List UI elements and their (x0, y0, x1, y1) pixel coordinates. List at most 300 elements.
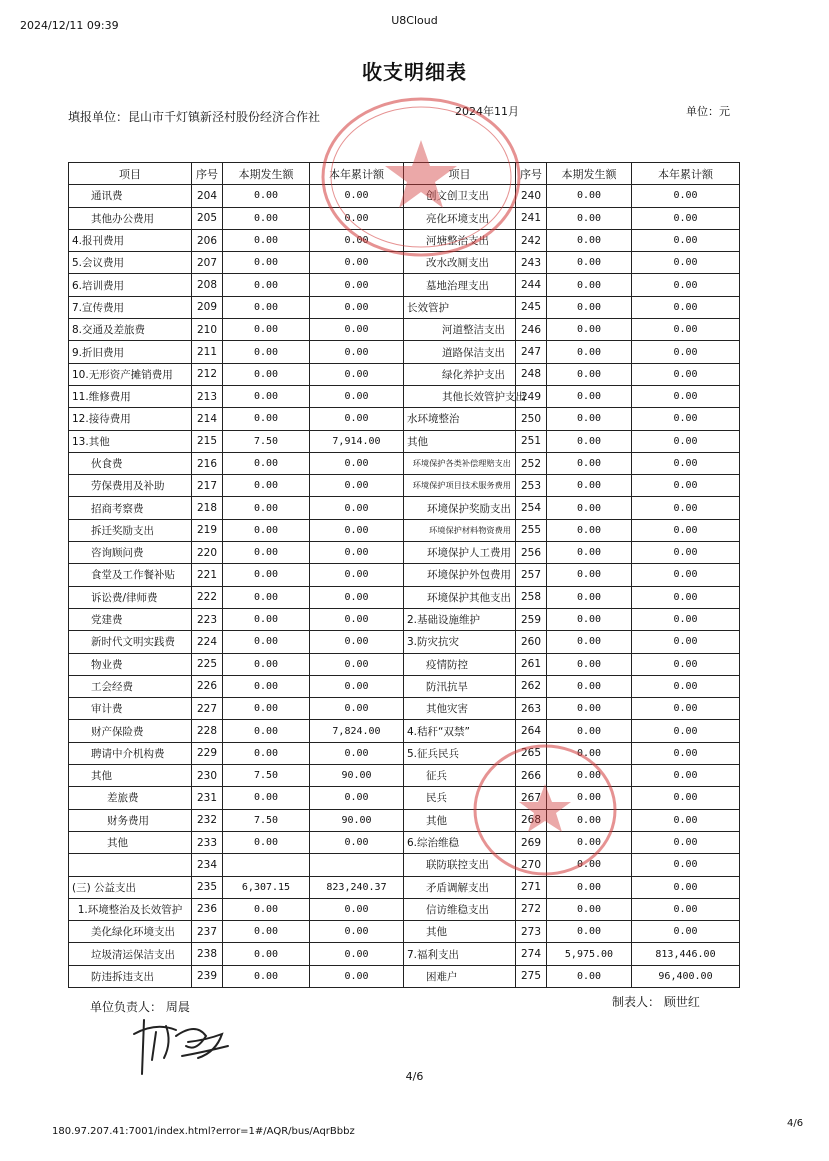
right-seq-cell: 267 (516, 787, 547, 809)
left-seq-cell: 208 (192, 274, 223, 296)
table-row (69, 229, 740, 251)
right-period-amount-cell: 0.00 (547, 341, 632, 363)
right-ytd-amount-cell: 0.00 (632, 921, 740, 943)
left-seq-cell: 206 (192, 229, 223, 251)
right-seq-cell: 272 (516, 898, 547, 920)
right-seq-cell: 255 (516, 519, 547, 541)
left-period-amount-cell: 6,307.15 (223, 876, 310, 898)
col-header-ytd-right: 本年累计额 (632, 163, 740, 185)
left-item-cell: 美化绿化环境支出 (69, 921, 192, 943)
left-ytd-amount-cell: 90.00 (310, 765, 404, 787)
right-ytd-amount-cell: 0.00 (632, 876, 740, 898)
right-ytd-amount-cell: 0.00 (632, 452, 740, 474)
left-seq-cell: 230 (192, 765, 223, 787)
right-ytd-amount-cell: 0.00 (632, 475, 740, 497)
left-ytd-amount-cell: 0.00 (310, 831, 404, 853)
right-item-cell: 5.征兵民兵 (404, 742, 516, 764)
right-item-cell: 矛盾调解支出 (404, 876, 516, 898)
left-item-cell: 工会经费 (69, 675, 192, 697)
left-period-amount-cell: 0.00 (223, 185, 310, 207)
left-seq-cell: 207 (192, 252, 223, 274)
table-row (69, 608, 740, 630)
left-period-amount-cell: 0.00 (223, 564, 310, 586)
left-ytd-amount-cell: 0.00 (310, 742, 404, 764)
right-item-cell: 道路保洁支出 (404, 341, 516, 363)
left-ytd-amount-cell: 0.00 (310, 497, 404, 519)
right-seq-cell: 258 (516, 586, 547, 608)
left-seq-cell: 215 (192, 430, 223, 452)
left-period-amount-cell: 0.00 (223, 497, 310, 519)
table-row (69, 542, 740, 564)
col-header-item-left: 项目 (69, 163, 192, 185)
right-period-amount-cell: 0.00 (547, 809, 632, 831)
table-row (69, 564, 740, 586)
table-row (69, 185, 740, 207)
right-item-cell: 改水改厕支出 (404, 252, 516, 274)
left-item-cell: 1.环境整治及长效管护 (69, 898, 192, 920)
col-header-period-left: 本期发生额 (223, 163, 310, 185)
right-ytd-amount-cell: 0.00 (632, 675, 740, 697)
left-item-cell: 物业费 (69, 653, 192, 675)
left-seq-cell: 225 (192, 653, 223, 675)
right-seq-cell: 242 (516, 229, 547, 251)
left-ytd-amount-cell: 0.00 (310, 943, 404, 965)
right-ytd-amount-cell: 0.00 (632, 519, 740, 541)
right-item-cell: 疫情防控 (404, 653, 516, 675)
col-header-ytd-left: 本年累计额 (310, 163, 404, 185)
left-item-cell: 11.维修费用 (69, 385, 192, 407)
right-ytd-amount-cell: 0.00 (632, 742, 740, 764)
left-item-cell: 8.交通及差旅费 (69, 319, 192, 341)
right-ytd-amount-cell: 0.00 (632, 408, 740, 430)
right-period-amount-cell: 0.00 (547, 519, 632, 541)
table-row (69, 742, 740, 764)
right-ytd-amount-cell: 0.00 (632, 319, 740, 341)
right-period-amount-cell: 0.00 (547, 497, 632, 519)
table-row (69, 363, 740, 385)
left-period-amount-cell: 0.00 (223, 698, 310, 720)
table-row (69, 698, 740, 720)
left-item-cell: 9.折旧费用 (69, 341, 192, 363)
left-ytd-amount-cell: 0.00 (310, 385, 404, 407)
left-period-amount-cell: 0.00 (223, 519, 310, 541)
income-expense-table (68, 162, 740, 988)
right-item-cell: 其他长效管护支出 (404, 385, 516, 407)
right-period-amount-cell: 0.00 (547, 965, 632, 987)
right-ytd-amount-cell: 0.00 (632, 497, 740, 519)
table-row (69, 296, 740, 318)
left-period-amount-cell: 0.00 (223, 921, 310, 943)
left-item-cell (69, 854, 192, 876)
left-ytd-amount-cell: 0.00 (310, 452, 404, 474)
table-row (69, 720, 740, 742)
left-period-amount-cell: 0.00 (223, 742, 310, 764)
page-title: 收支明细表 (362, 60, 467, 84)
right-item-cell: 绿化养护支出 (404, 363, 516, 385)
left-item-cell: 通讯费 (69, 185, 192, 207)
left-ytd-amount-cell: 0.00 (310, 319, 404, 341)
left-seq-cell: 209 (192, 296, 223, 318)
right-item-cell: 环境保护项目技术服务费用 (404, 475, 516, 497)
right-item-cell: 6.综治维稳 (404, 831, 516, 853)
right-period-amount-cell: 0.00 (547, 475, 632, 497)
left-seq-cell: 222 (192, 586, 223, 608)
right-period-amount-cell: 0.00 (547, 274, 632, 296)
right-seq-cell: 253 (516, 475, 547, 497)
right-ytd-amount-cell: 0.00 (632, 363, 740, 385)
left-ytd-amount-cell: 0.00 (310, 675, 404, 697)
right-period-amount-cell: 0.00 (547, 296, 632, 318)
table-header-row (69, 163, 740, 185)
print-page-counter: 4/6 (787, 1118, 804, 1129)
left-item-cell: 12.接待费用 (69, 408, 192, 430)
left-period-amount-cell: 0.00 (223, 675, 310, 697)
table-row (69, 765, 740, 787)
right-ytd-amount-cell: 0.00 (632, 698, 740, 720)
right-ytd-amount-cell: 813,446.00 (632, 943, 740, 965)
left-period-amount-cell: 0.00 (223, 787, 310, 809)
right-period-amount-cell: 0.00 (547, 898, 632, 920)
left-ytd-amount-cell: 0.00 (310, 564, 404, 586)
right-ytd-amount-cell: 0.00 (632, 229, 740, 251)
right-seq-cell: 249 (516, 385, 547, 407)
left-item-cell: 拆迁奖励支出 (69, 519, 192, 541)
left-item-cell: 其他办公费用 (69, 207, 192, 229)
right-item-cell: 环境保护材料物资费用 (404, 519, 516, 541)
table-row (69, 809, 740, 831)
left-period-amount-cell: 7.50 (223, 765, 310, 787)
left-seq-cell: 227 (192, 698, 223, 720)
table-row (69, 207, 740, 229)
table-row (69, 430, 740, 452)
right-seq-cell: 247 (516, 341, 547, 363)
app-title: U8Cloud (391, 14, 438, 27)
table-row (69, 274, 740, 296)
left-seq-cell: 221 (192, 564, 223, 586)
left-item-cell: 党建费 (69, 608, 192, 630)
left-ytd-amount-cell: 0.00 (310, 921, 404, 943)
left-period-amount-cell: 0.00 (223, 542, 310, 564)
right-period-amount-cell: 0.00 (547, 408, 632, 430)
right-seq-cell: 274 (516, 943, 547, 965)
right-seq-cell: 265 (516, 742, 547, 764)
right-item-cell: 信访维稳支出 (404, 898, 516, 920)
left-period-amount-cell: 0.00 (223, 653, 310, 675)
left-item-cell: 垃圾清运保洁支出 (69, 943, 192, 965)
right-item-cell: 其他 (404, 430, 516, 452)
left-ytd-amount-cell: 0.00 (310, 698, 404, 720)
right-ytd-amount-cell: 0.00 (632, 854, 740, 876)
col-header-period-right: 本期发生额 (547, 163, 632, 185)
left-ytd-amount-cell: 0.00 (310, 408, 404, 430)
table-row (69, 519, 740, 541)
left-item-cell: 6.培训费用 (69, 274, 192, 296)
right-ytd-amount-cell: 0.00 (632, 586, 740, 608)
left-ytd-amount-cell: 90.00 (310, 809, 404, 831)
table-row (69, 408, 740, 430)
right-ytd-amount-cell: 0.00 (632, 608, 740, 630)
left-ytd-amount-cell: 7,824.00 (310, 720, 404, 742)
right-item-cell: 防汛抗旱 (404, 675, 516, 697)
left-period-amount-cell: 0.00 (223, 898, 310, 920)
table-preparer: 制表人： 顾世红 (612, 995, 700, 1009)
left-ytd-amount-cell: 7,914.00 (310, 430, 404, 452)
col-header-item-right: 项目 (404, 163, 516, 185)
right-period-amount-cell: 0.00 (547, 787, 632, 809)
table-row (69, 475, 740, 497)
table-row (69, 787, 740, 809)
right-item-cell: 4.秸秆“双禁” (404, 720, 516, 742)
right-period-amount-cell: 0.00 (547, 698, 632, 720)
right-item-cell: 3.防灾抗灾 (404, 631, 516, 653)
left-seq-cell: 223 (192, 608, 223, 630)
right-period-amount-cell: 0.00 (547, 631, 632, 653)
left-ytd-amount-cell: 823,240.37 (310, 876, 404, 898)
right-seq-cell: 271 (516, 876, 547, 898)
table-row (69, 943, 740, 965)
left-item-cell: 其他 (69, 831, 192, 853)
left-ytd-amount-cell: 0.00 (310, 586, 404, 608)
left-seq-cell: 234 (192, 854, 223, 876)
right-ytd-amount-cell: 0.00 (632, 831, 740, 853)
left-period-amount-cell (223, 854, 310, 876)
right-seq-cell: 252 (516, 452, 547, 474)
table-row (69, 452, 740, 474)
right-seq-cell: 240 (516, 185, 547, 207)
left-item-cell: 聘请中介机构费 (69, 742, 192, 764)
left-item-cell: 食堂及工作餐补贴 (69, 564, 192, 586)
right-seq-cell: 241 (516, 207, 547, 229)
right-seq-cell: 266 (516, 765, 547, 787)
right-seq-cell: 256 (516, 542, 547, 564)
left-seq-cell: 231 (192, 787, 223, 809)
right-period-amount-cell: 0.00 (547, 831, 632, 853)
right-seq-cell: 264 (516, 720, 547, 742)
right-item-cell: 环境保护奖励支出 (404, 497, 516, 519)
report-period: 2024年11月 (455, 105, 519, 118)
right-seq-cell: 270 (516, 854, 547, 876)
left-ytd-amount-cell: 0.00 (310, 608, 404, 630)
right-item-cell: 困难户 (404, 965, 516, 987)
table-row (69, 921, 740, 943)
right-seq-cell: 262 (516, 675, 547, 697)
right-period-amount-cell: 0.00 (547, 586, 632, 608)
right-seq-cell: 259 (516, 608, 547, 630)
left-seq-cell: 229 (192, 742, 223, 764)
right-period-amount-cell: 0.00 (547, 564, 632, 586)
left-ytd-amount-cell: 0.00 (310, 787, 404, 809)
left-period-amount-cell: 0.00 (223, 586, 310, 608)
right-seq-cell: 268 (516, 809, 547, 831)
right-period-amount-cell: 0.00 (547, 207, 632, 229)
left-ytd-amount-cell: 0.00 (310, 631, 404, 653)
right-period-amount-cell: 0.00 (547, 653, 632, 675)
left-ytd-amount-cell: 0.00 (310, 274, 404, 296)
right-seq-cell: 260 (516, 631, 547, 653)
right-item-cell: 7.福利支出 (404, 943, 516, 965)
left-period-amount-cell: 0.00 (223, 452, 310, 474)
left-ytd-amount-cell: 0.00 (310, 898, 404, 920)
left-item-cell: 伙食费 (69, 452, 192, 474)
unit-leader: 单位负责人： 周晨 (90, 1000, 190, 1014)
left-item-cell: 咨询顾问费 (69, 542, 192, 564)
left-seq-cell: 214 (192, 408, 223, 430)
left-item-cell: 新时代文明实践费 (69, 631, 192, 653)
left-ytd-amount-cell (310, 854, 404, 876)
left-period-amount-cell: 0.00 (223, 207, 310, 229)
right-period-amount-cell: 0.00 (547, 452, 632, 474)
print-datetime: 2024/12/11 09:39 (20, 19, 119, 32)
left-ytd-amount-cell: 0.00 (310, 341, 404, 363)
left-period-amount-cell: 0.00 (223, 363, 310, 385)
filling-unit: 填报单位：昆山市千灯镇新泾村股份经济合作社 (68, 110, 321, 124)
right-ytd-amount-cell: 0.00 (632, 542, 740, 564)
left-period-amount-cell: 7.50 (223, 809, 310, 831)
right-seq-cell: 244 (516, 274, 547, 296)
right-item-cell: 长效管护 (404, 296, 516, 318)
table-row (69, 341, 740, 363)
table-row (69, 586, 740, 608)
right-period-amount-cell: 0.00 (547, 608, 632, 630)
table-row (69, 876, 740, 898)
right-item-cell: 征兵 (404, 765, 516, 787)
left-period-amount-cell: 0.00 (223, 385, 310, 407)
print-url: 180.97.207.41:7001/index.html?error=1#/AQR/bus/AqrBbbz (52, 1126, 355, 1137)
left-period-amount-cell: 0.00 (223, 720, 310, 742)
left-seq-cell: 232 (192, 809, 223, 831)
right-seq-cell: 243 (516, 252, 547, 274)
right-ytd-amount-cell: 0.00 (632, 898, 740, 920)
right-ytd-amount-cell: 0.00 (632, 787, 740, 809)
right-period-amount-cell: 0.00 (547, 765, 632, 787)
table-row (69, 385, 740, 407)
left-ytd-amount-cell: 0.00 (310, 207, 404, 229)
left-seq-cell: 233 (192, 831, 223, 853)
table-row (69, 653, 740, 675)
right-item-cell: 民兵 (404, 787, 516, 809)
right-seq-cell: 269 (516, 831, 547, 853)
right-item-cell: 河道整洁支出 (404, 319, 516, 341)
left-seq-cell: 220 (192, 542, 223, 564)
right-item-cell: 环境保护其他支出 (404, 586, 516, 608)
right-seq-cell: 257 (516, 564, 547, 586)
page-number: 4/6 (405, 1070, 424, 1083)
right-item-cell: 环境保护外包费用 (404, 564, 516, 586)
left-seq-cell: 213 (192, 385, 223, 407)
right-seq-cell: 273 (516, 921, 547, 943)
left-period-amount-cell: 0.00 (223, 475, 310, 497)
left-period-amount-cell: 0.00 (223, 831, 310, 853)
left-ytd-amount-cell: 0.00 (310, 542, 404, 564)
left-seq-cell: 212 (192, 363, 223, 385)
right-period-amount-cell: 0.00 (547, 675, 632, 697)
right-ytd-amount-cell: 96,400.00 (632, 965, 740, 987)
right-ytd-amount-cell: 0.00 (632, 341, 740, 363)
right-item-cell: 环境保护人工费用 (404, 542, 516, 564)
left-item-cell: 4.报刊费用 (69, 229, 192, 251)
right-period-amount-cell: 0.00 (547, 720, 632, 742)
left-seq-cell: 228 (192, 720, 223, 742)
right-period-amount-cell: 5,975.00 (547, 943, 632, 965)
right-period-amount-cell: 0.00 (547, 229, 632, 251)
right-period-amount-cell: 0.00 (547, 363, 632, 385)
right-ytd-amount-cell: 0.00 (632, 252, 740, 274)
left-item-cell: 防违拆违支出 (69, 965, 192, 987)
left-seq-cell: 236 (192, 898, 223, 920)
right-seq-cell: 254 (516, 497, 547, 519)
right-ytd-amount-cell: 0.00 (632, 430, 740, 452)
right-period-amount-cell: 0.00 (547, 430, 632, 452)
left-ytd-amount-cell: 0.00 (310, 519, 404, 541)
right-item-cell: 联防联控支出 (404, 854, 516, 876)
right-period-amount-cell: 0.00 (547, 542, 632, 564)
left-period-amount-cell: 0.00 (223, 965, 310, 987)
left-period-amount-cell: 0.00 (223, 319, 310, 341)
left-seq-cell: 235 (192, 876, 223, 898)
right-ytd-amount-cell: 0.00 (632, 274, 740, 296)
right-ytd-amount-cell: 0.00 (632, 720, 740, 742)
left-item-cell: 7.宣传费用 (69, 296, 192, 318)
left-seq-cell: 224 (192, 631, 223, 653)
left-item-cell: 财产保险费 (69, 720, 192, 742)
left-period-amount-cell: 0.00 (223, 229, 310, 251)
currency-unit: 单位：元 (686, 105, 730, 118)
right-ytd-amount-cell: 0.00 (632, 296, 740, 318)
right-period-amount-cell: 0.00 (547, 921, 632, 943)
left-item-cell: 5.会议费用 (69, 252, 192, 274)
left-seq-cell: 211 (192, 341, 223, 363)
left-seq-cell: 238 (192, 943, 223, 965)
left-period-amount-cell: 0.00 (223, 274, 310, 296)
left-seq-cell: 218 (192, 497, 223, 519)
right-period-amount-cell: 0.00 (547, 319, 632, 341)
right-ytd-amount-cell: 0.00 (632, 185, 740, 207)
right-period-amount-cell: 0.00 (547, 385, 632, 407)
right-seq-cell: 251 (516, 430, 547, 452)
left-item-cell: 财务费用 (69, 809, 192, 831)
left-ytd-amount-cell: 0.00 (310, 965, 404, 987)
right-item-cell: 水环境整治 (404, 408, 516, 430)
left-item-cell: 诉讼费/律师费 (69, 586, 192, 608)
left-seq-cell: 216 (192, 452, 223, 474)
right-item-cell: 河塘整治支出 (404, 229, 516, 251)
col-header-seq-left: 序号 (192, 163, 223, 185)
right-period-amount-cell: 0.00 (547, 185, 632, 207)
left-period-amount-cell: 0.00 (223, 341, 310, 363)
left-period-amount-cell: 0.00 (223, 608, 310, 630)
left-seq-cell: 237 (192, 921, 223, 943)
right-item-cell: 墓地治理支出 (404, 274, 516, 296)
left-period-amount-cell: 0.00 (223, 252, 310, 274)
left-period-amount-cell: 7.50 (223, 430, 310, 452)
left-seq-cell: 219 (192, 519, 223, 541)
left-item-cell: 审计费 (69, 698, 192, 720)
left-item-cell: 13.其他 (69, 430, 192, 452)
left-seq-cell: 226 (192, 675, 223, 697)
right-ytd-amount-cell: 0.00 (632, 765, 740, 787)
left-period-amount-cell: 0.00 (223, 296, 310, 318)
left-item-cell: 招商考察费 (69, 497, 192, 519)
right-period-amount-cell: 0.00 (547, 854, 632, 876)
right-ytd-amount-cell: 0.00 (632, 564, 740, 586)
left-seq-cell: 204 (192, 185, 223, 207)
right-seq-cell: 275 (516, 965, 547, 987)
right-item-cell: 2.基础设施维护 (404, 608, 516, 630)
right-seq-cell: 263 (516, 698, 547, 720)
right-item-cell: 其他 (404, 921, 516, 943)
left-item-cell: 其他 (69, 765, 192, 787)
right-ytd-amount-cell: 0.00 (632, 809, 740, 831)
